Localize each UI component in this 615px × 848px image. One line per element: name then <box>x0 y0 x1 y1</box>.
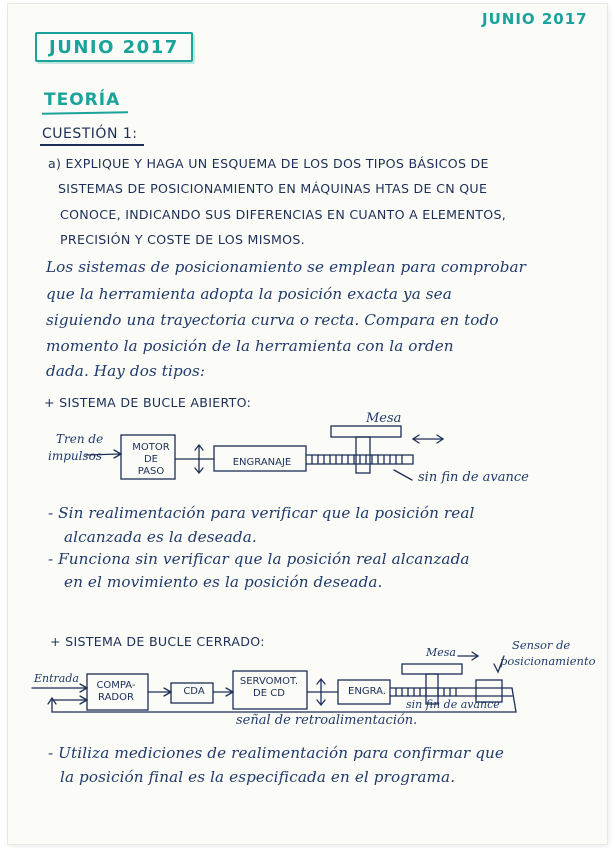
table-top <box>331 426 401 437</box>
table-label: Mesa <box>366 411 402 426</box>
motor-label: DE <box>143 454 159 465</box>
screw-pointer <box>394 470 412 480</box>
question-line: a) EXPLIQUE Y HAGA UN ESQUEMA DE LOS DOS TIPOS BÁSICOS DE <box>48 156 489 171</box>
servomotor-label: DE CD <box>253 688 285 699</box>
comparator-box-label <box>88 680 144 704</box>
motor-label: MOTOR <box>132 442 170 453</box>
open-loop-input-label: impulsos <box>48 449 103 463</box>
boxed-date-title: JUNIO 2017 <box>35 32 193 62</box>
open-loop-note: en el movimiento es la posición deseada. <box>64 573 383 591</box>
feedback-label: señal de retroalimentación. <box>236 713 418 728</box>
answer-line: que la herramienta adopta la posición exacta ya sea <box>46 285 452 303</box>
answer-line: siguiendo una trayectoria curva o recta. Compara en todo <box>46 311 499 329</box>
corner-date: JUNIO 2017 <box>482 10 588 28</box>
open-loop-note: - Sin realimentación para verificar que la posición real <box>48 504 475 522</box>
open-loop-title: + SISTEMA DE BUCLE ABIERTO: <box>44 395 252 410</box>
motor-label: PASO <box>137 466 165 477</box>
open-loop-note: - Funciona sin verificar que la posición real alcanzada <box>48 550 470 568</box>
answer-line: Los sistemas de posicionamiento se emplean para comprobar <box>46 258 527 276</box>
gear-box-label: ENGRANAJE <box>232 457 292 468</box>
question-heading-underline <box>40 144 144 146</box>
motor-box-label <box>126 442 176 478</box>
question-heading: CUESTIÓN 1: <box>42 126 138 142</box>
closed-loop-note: la posición final es la especificada en el programa. <box>60 768 456 786</box>
open-loop-input-label: Tren de <box>56 432 104 446</box>
sensor-label: posicionamiento <box>500 654 596 668</box>
comparator-label: RADOR <box>98 692 134 703</box>
section-heading-underline <box>42 111 128 115</box>
comparator-label: COMPA- <box>96 680 136 691</box>
question-line: SISTEMAS DE POSICIONAMIENTO EN MÁQUINAS HTAS DE CN QUE <box>58 181 488 196</box>
closed-table-top <box>402 664 462 674</box>
notebook-page <box>8 4 607 844</box>
closed-table-label: Mesa <box>426 646 456 659</box>
cda-box-label: CDA <box>183 686 205 697</box>
table-nut <box>356 437 370 473</box>
sensor-label: Sensor de <box>512 638 571 652</box>
closed-loop-note: - Utiliza mediciones de realimentación para confirmar que <box>48 744 505 762</box>
answer-line: dada. Hay dos tipos: <box>46 362 206 380</box>
open-loop-note: alcanzada es la deseada. <box>64 528 257 546</box>
servomotor-label: SERVOMOT. <box>239 676 299 687</box>
rotation-arrowhead <box>195 468 203 473</box>
servomotor-box-label <box>236 676 302 700</box>
answer-line: momento la posición de la herramienta con la orden <box>46 337 454 355</box>
closed-loop-input-label: Entrada <box>34 672 79 685</box>
section-heading: TEORÍA <box>44 90 121 110</box>
screw-threads <box>312 455 402 464</box>
question-line: CONOCE, INDICANDO SUS DIFERENCIAS EN CUANTO A ELEMENTOS, <box>60 207 507 222</box>
rotation-arrowhead <box>195 445 203 450</box>
closed-screw-label: sin fin de avance <box>406 698 500 711</box>
closed-screw-threads <box>396 688 456 696</box>
closed-loop-title: + SISTEMA DE BUCLE CERRADO: <box>50 634 265 649</box>
screw-label: sin fin de avance <box>418 470 529 485</box>
input-arrowhead <box>114 450 121 458</box>
question-line: PRECISIÓN Y COSTE DE LOS MISMOS. <box>60 232 305 247</box>
closed-gear-box-label: ENGRA. <box>348 686 386 697</box>
